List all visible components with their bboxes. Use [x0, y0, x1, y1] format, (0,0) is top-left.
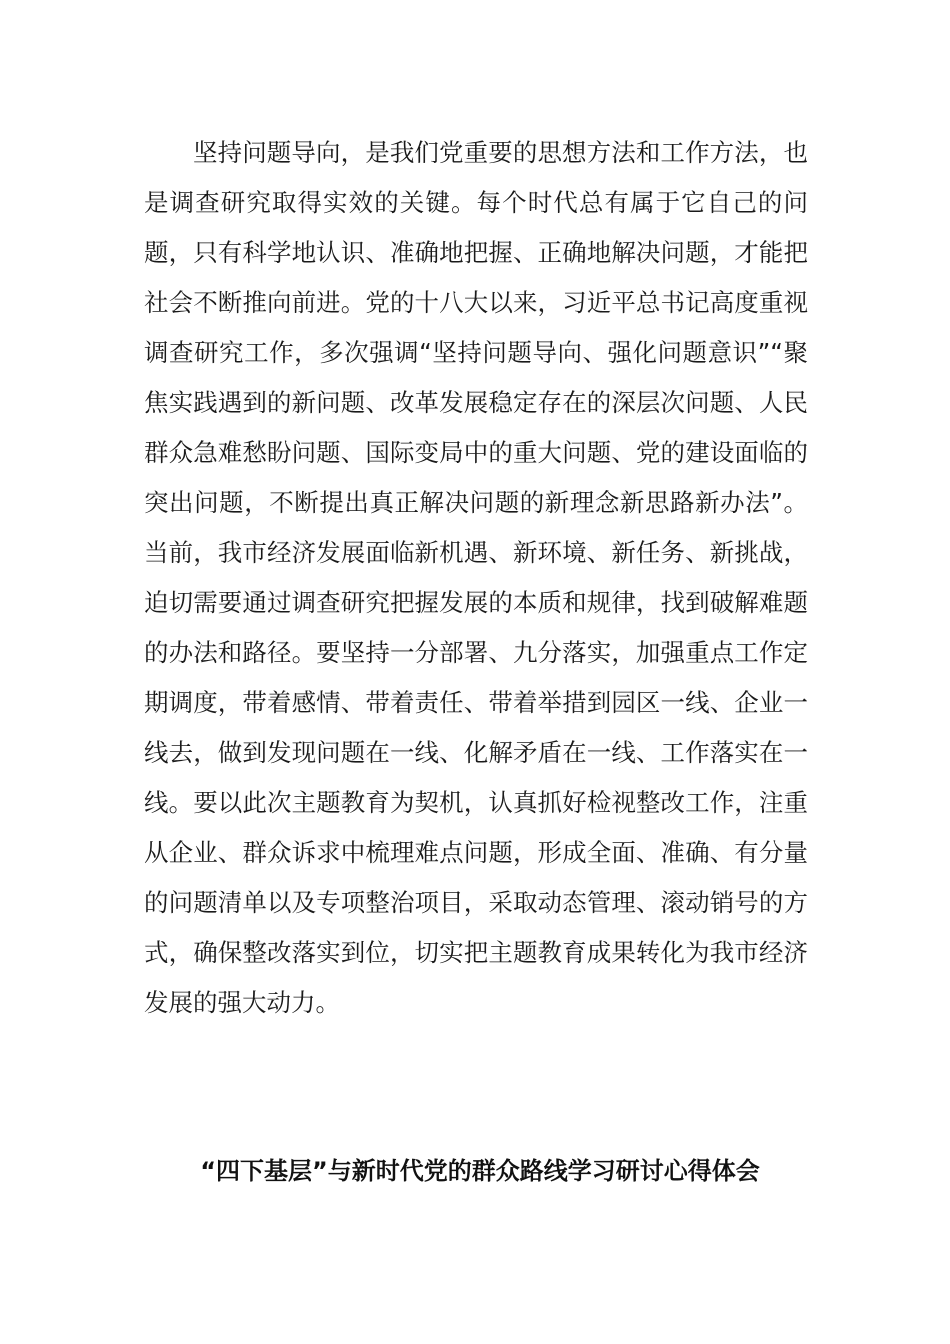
body-paragraph: 坚持问题导向，是我们党重要的思想方法和工作方法，也是调查研究取得实效的关键。每个时代总有属于它自己的问题，只有科学地认识、准确地把握、正确地解决问题，才能把社会不断推向前进。党的十八大以来，习近平总书记高度重视调查研究工作，多次强调“坚持问题导向、强化问题意识”“聚焦实践遇到的新问题、改革发展稳定存在的深层次问题、人民群众急难愁盼问题、国际变局中的重大问题、党的建设面临的突出问题，不断提出真正解决问题的新理念新思路新办法”。当前，我市经济发展面临新机遇、新环境、新任务、新挑战，迫切需要通过调查研究把握发展的本质和规律，找到破解难题的办法和路径。要坚持一分部署、九分落实，加强重点工作定期调度，带着感情、带着责任、带着举措到园区一线、企业一线去，做到发现问题在一线、化解矛盾在一线、工作落实在一线。要以此次主题教育为契机，认真抓好检视整改工作，注重从企业、群众诉求中梳理难点问题，形成全面、准确、有分量的问题清单以及专项整治项目，采取动态管理、滚动销号的方式，确保整改落实到位，切实把主题教育成果转化为我市经济发展的强大动力。: [144, 138, 808, 1017]
section-heading: “四下基层”与新时代党的群众路线学习研讨心得体会: [200, 1157, 760, 1185]
